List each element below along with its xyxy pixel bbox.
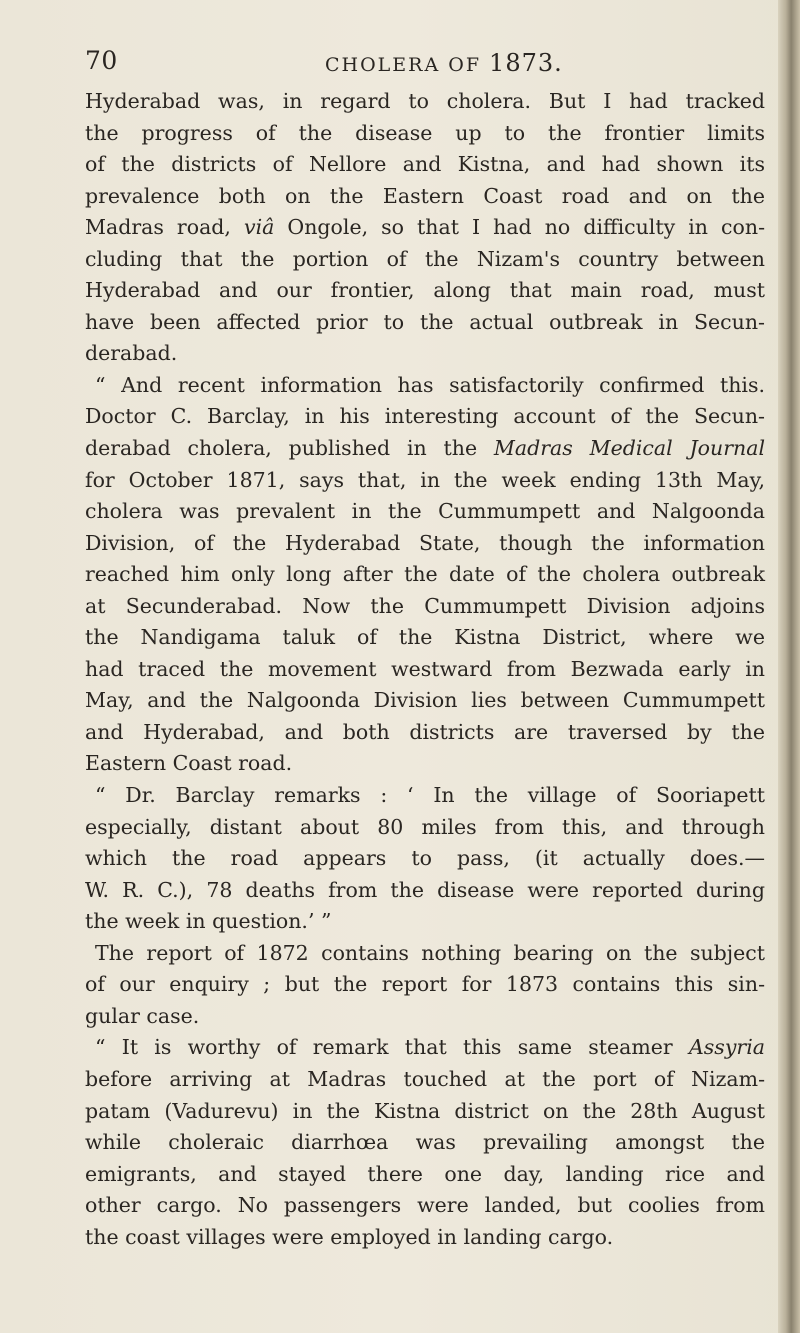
text-line (85, 938, 765, 970)
text-segment: “ Dr. Barclay remarks : ‘ In the village of Sooriapett (95, 783, 765, 808)
text-line (85, 1222, 765, 1254)
text-segment: Hyderabad and our frontier, along that main road, must (85, 278, 765, 303)
page-binding-edge (778, 0, 800, 1333)
text-segment: at Secunderabad. Now the Cummumpett Division adjoins (85, 593, 765, 618)
text-segment: Division, of the Hyderabad State, though the information (85, 530, 765, 555)
text-segment: have been affected prior to the actual outbreak in Secun- (85, 309, 765, 334)
text-line (85, 717, 765, 749)
text-segment: and Hyderabad, and both districts are traversed by the (85, 719, 765, 744)
text-segment: especially, distant about 80 miles from this, and through (85, 814, 765, 839)
text-line (85, 1127, 765, 1159)
text-segment: Ongole, so that I had no difficulty in con- (274, 215, 765, 240)
text-line (85, 1064, 765, 1096)
text-line (85, 1032, 765, 1064)
text-segment: The report of 1872 contains nothing bearing on the subject (95, 940, 765, 965)
running-head-title: CHOLERA OF (325, 54, 490, 76)
text-line (85, 906, 765, 938)
text-segment: Doctor C. Barclay, in his interesting account of the Secun- (85, 404, 765, 429)
text-line (85, 622, 765, 654)
text-segment: the Nandigama taluk of the Kistna District, where we (85, 625, 765, 650)
text-line (85, 401, 765, 433)
text-segment: Madras road, (85, 215, 244, 240)
text-line (85, 528, 765, 560)
text-line (85, 433, 765, 465)
text-line (85, 780, 765, 812)
text-line (85, 212, 765, 244)
text-segment: other cargo. No passengers were landed, but coolies from (85, 1193, 765, 1218)
text-line (85, 1096, 765, 1128)
text-line (85, 591, 765, 623)
text-line (85, 244, 765, 276)
text-line (85, 370, 765, 402)
text-segment: cholera was prevalent in the Cummumpett and Nalgoonda (85, 499, 765, 524)
text-segment: Hyderabad was, in regard to cholera. But I had tracked (85, 89, 765, 113)
text-line (85, 559, 765, 591)
text-segment: for October 1871, says that, in the week ending 13th May, (85, 467, 765, 492)
text-line (85, 149, 765, 181)
text-segment: while choleraic diarrhœa was prevailing amongst the (85, 1130, 765, 1155)
text-segment: had traced the movement westward from Bezwada early in (85, 656, 765, 681)
text-line (85, 465, 765, 497)
text-line (85, 875, 765, 907)
text-segment: reached him only long after the date of the cholera outbreak (85, 562, 765, 587)
text-line (85, 181, 765, 213)
text-segment: “ And recent information has satisfactorily confirmed this. (95, 372, 765, 397)
text-segment: derabad. (85, 341, 178, 366)
text-line (85, 1001, 765, 1033)
running-head (325, 49, 563, 77)
text-segment: of the districts of Nellore and Kistna, and had shown its (85, 152, 765, 177)
text-segment: patam (Vadurevu) in the Kistna district on the 28th August (85, 1098, 765, 1123)
text-segment: “ It is worthy of remark that this same steamer (95, 1035, 689, 1060)
text-line (85, 654, 765, 686)
running-head-year: 1873. (489, 49, 563, 77)
italic-text: Assyria (688, 1035, 765, 1060)
text-line (85, 969, 765, 1001)
text-segment: gular case. (85, 1003, 200, 1028)
text-segment: before arriving at Madras touched at the port of Nizam- (85, 1066, 765, 1091)
text-line (85, 307, 765, 339)
text-line (85, 338, 765, 370)
text-segment: May, and the Nalgoonda Division lies between Cummumpett (85, 688, 765, 713)
text-line (85, 118, 765, 150)
text-segment: the week in question.’ ” (85, 909, 332, 934)
text-line (85, 275, 765, 307)
page-number: 70 (85, 46, 118, 75)
text-line (85, 1159, 765, 1191)
text-segment: which the road appears to pass, (it actually does.— (85, 846, 765, 871)
text-segment: Eastern Coast road. (85, 751, 293, 776)
text-segment: of our enquiry ; but the report for 1873 contains this sin- (85, 972, 765, 997)
body-text (85, 86, 765, 1253)
text-segment: W. R. C.), 78 deaths from the disease were reported during (85, 877, 765, 902)
text-segment: derabad cholera, published in the (85, 436, 494, 461)
text-line (85, 748, 765, 780)
text-line (85, 1190, 765, 1222)
text-line (85, 685, 765, 717)
page-header (85, 46, 765, 86)
text-segment: prevalence both on the Eastern Coast road and on the (85, 183, 765, 208)
text-line (85, 86, 765, 118)
text-line (85, 843, 765, 875)
text-segment: cluding that the portion of the Nizam's country between (85, 246, 765, 271)
text-segment: emigrants, and stayed there one day, landing rice and (85, 1161, 765, 1186)
italic-text: viâ (243, 215, 275, 240)
text-line (85, 812, 765, 844)
text-segment: the coast villages were employed in landing cargo. (85, 1224, 614, 1249)
text-line (85, 496, 765, 528)
text-segment: the progress of the disease up to the frontier limits (85, 120, 765, 145)
italic-text: Madras Medical Journal (493, 436, 766, 461)
